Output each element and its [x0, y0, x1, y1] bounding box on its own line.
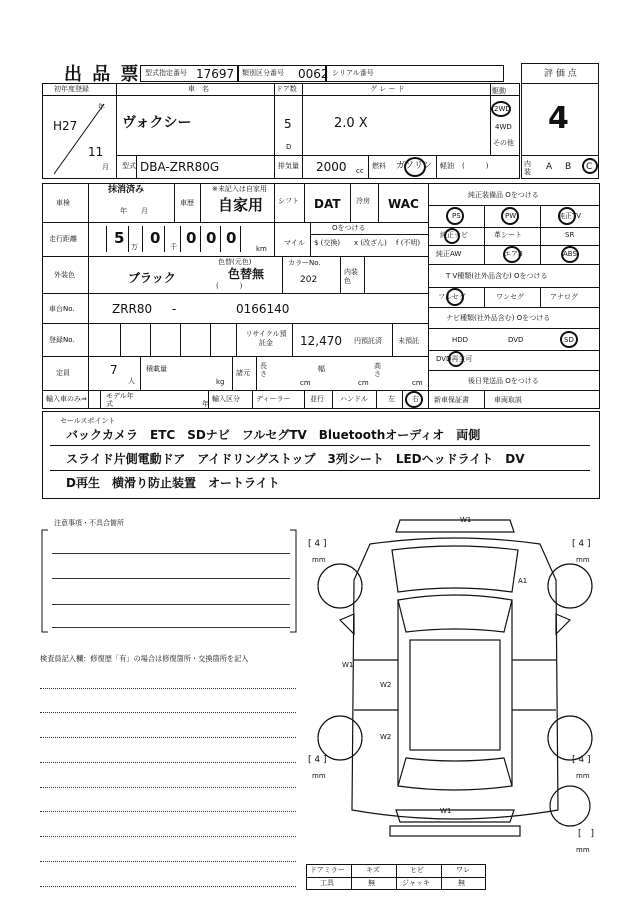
drive-other: その他 — [493, 139, 514, 147]
handle-left: 左 — [388, 395, 395, 403]
history-value: 自家用 — [218, 196, 264, 214]
km-unit: km — [256, 245, 267, 253]
reg-no-label: 登録No. — [49, 336, 75, 344]
equip-sr: SR — [565, 231, 575, 239]
sales-line-1: バックカメラ ETC SDナビ フルセグTV Bluetoothオーディオ 両側 — [66, 428, 481, 442]
fuel-gasoline: ガソリン — [396, 161, 433, 171]
footer-break: ワレ — [456, 866, 470, 874]
navi-sd: SD — [564, 336, 574, 344]
dvd-play: DVD再生可 — [436, 355, 473, 363]
tire-fr-bracket: [ 4 ] — [572, 539, 591, 549]
mileage-digit-5: 0 — [226, 229, 237, 247]
import-parallel: 並行 — [310, 395, 324, 403]
mark-w1-front: W1 — [460, 516, 472, 524]
shift-label: シフト — [278, 197, 299, 205]
drive-2wd: 2WD — [494, 105, 511, 113]
capacity-label: 定員 — [56, 369, 70, 377]
door-count: 5 — [284, 117, 292, 131]
inspection-value: 抹消済み — [108, 185, 145, 195]
repaint-value: 色替無 — [228, 267, 265, 281]
sales-line-2: スライド片側電動ドア アイドリングストップ 3列シート LEDヘッドライト DV — [66, 452, 525, 466]
sheet-title: 出 品 票 — [64, 64, 141, 85]
tire-rr-bracket: [ 4 ] — [572, 755, 591, 765]
person-unit: 人 — [128, 377, 135, 385]
fuel-label: 燃料 — [372, 162, 386, 170]
handle-right: 右 — [412, 395, 419, 403]
class-number: 0062 — [298, 67, 329, 81]
inspector-label: 検査員記入欄：修復歴「有」の場合は修復箇所・交換箇所を記入 — [40, 654, 249, 663]
tire-rr-unit: mm — [576, 772, 590, 780]
color-no-value: 202 — [300, 275, 318, 285]
serial-label: シリアル番号 — [332, 69, 374, 77]
tv-fullseg: フルセグ — [438, 293, 466, 301]
repaint-paren: ( ) — [216, 282, 243, 290]
mark-note: Oをつける — [332, 224, 366, 232]
dvd-play-circle — [448, 351, 464, 367]
recycle-amount: 12,470 — [300, 334, 342, 348]
model-label: 型式 — [122, 162, 136, 170]
tire-fl-unit: mm — [312, 556, 326, 564]
equip-ps-circle — [446, 207, 464, 225]
mileage-digit-2: 0 — [150, 229, 161, 247]
car-damage-diagram — [300, 510, 610, 860]
mark-w2-lower: W2 — [380, 733, 392, 741]
import-type-label: 輸入区分 — [212, 395, 240, 403]
first-reg-month: 11 — [88, 145, 104, 159]
score-label: 評 価 点 — [544, 69, 577, 79]
name-label: 車 名 — [188, 85, 209, 93]
class-label: 類別区分番号 — [242, 69, 284, 77]
model-year-unit: 年 — [202, 400, 209, 408]
chassis-dash: - — [172, 302, 177, 316]
footer-jack-value: 無 — [458, 879, 465, 887]
model-value: DBA-ZRR80G — [140, 160, 220, 174]
tire-rl-bracket: [ 4 ] — [308, 755, 327, 765]
color-no-label: カラーNo. — [288, 259, 321, 267]
ac-label: 冷房 — [356, 197, 370, 205]
interior-c-circle — [582, 158, 598, 174]
footer-crack: ヒビ — [410, 866, 424, 874]
equip-airbag-circle — [503, 246, 521, 263]
inspection-ym: 年 月 — [120, 207, 148, 215]
drive-label: 駆動 — [492, 87, 506, 95]
equip-tv: 純正TV — [558, 212, 582, 220]
mile-label: マイル — [284, 239, 305, 247]
type-cert-number: 17697 — [196, 67, 235, 81]
sen-unit: 千 — [170, 243, 177, 251]
recycle-unpaid: 未預託 — [398, 337, 419, 345]
equip-ps: PS — [452, 212, 461, 220]
later-title: 後日発送品 Oをつける — [468, 377, 539, 385]
import-dealer: ディーラー — [256, 395, 291, 403]
recycle-label: リサイクル預託金 — [245, 330, 287, 347]
dimensions-label: 諸元 — [236, 369, 250, 377]
tv-fullseg-circle — [446, 288, 464, 306]
history-label: 車歴 — [180, 199, 194, 207]
interior-c: C — [586, 162, 593, 172]
history-note: ※未記入は自家用 — [212, 185, 267, 193]
tire-fr-unit: mm — [576, 556, 590, 564]
mileage-altered: x (改ざん) — [354, 239, 387, 247]
chassis-number: 0166140 — [236, 302, 290, 316]
length-label: 長さ — [260, 362, 267, 378]
displacement-value: 2000 — [316, 160, 347, 174]
footer-scratch: キズ — [366, 866, 380, 874]
caution-label: 注意事項・不具合箇所 — [54, 519, 124, 527]
load-label: 積載量 — [146, 365, 167, 373]
capacity-value: 7 — [110, 363, 118, 377]
type-cert-label: 型式指定番号 — [145, 69, 187, 77]
footer-tools-value: 無 — [368, 879, 375, 887]
navi-title: ナビ種類(社外品含む) Oをつける — [446, 314, 551, 322]
kg-unit: kg — [216, 378, 225, 386]
mark-w1-side: W1 — [342, 661, 354, 669]
handle-label: ハンドル — [340, 395, 368, 403]
ac-value: WAC — [388, 197, 419, 211]
height-label: 高さ — [374, 362, 381, 378]
cc-unit: cc — [356, 167, 364, 175]
mark-a1: A1 — [518, 577, 528, 585]
int-color-label: 内装色 — [344, 268, 358, 285]
later-manual: 車両取説 — [494, 396, 522, 404]
length-unit: cm — [300, 379, 311, 387]
interior-b: B — [565, 162, 572, 172]
drive-4wd: 4WD — [495, 123, 512, 131]
color-value: ブラック — [128, 271, 176, 285]
spare-bracket: [ ] — [578, 829, 595, 839]
interior-a: A — [546, 162, 553, 172]
navi-sd-circle — [560, 331, 578, 348]
inspection-label: 車検 — [56, 199, 70, 207]
navi-hdd: HDD — [452, 336, 469, 344]
chassis-label: 車台No. — [49, 305, 75, 313]
drive-2wd-circle — [491, 101, 511, 117]
tv-oneseg: ワンセグ — [496, 293, 524, 301]
tv-title: T V種類(社外品含む) Oをつける — [446, 272, 548, 280]
fuel-other: ( ) — [462, 162, 489, 170]
footer-tools: 工具 — [320, 879, 334, 887]
grade-value: 2.0 X — [334, 116, 368, 131]
fuel-diesel: 軽油 — [440, 162, 454, 170]
mileage-digit-1: 5 — [114, 229, 125, 247]
height-unit: cm — [412, 379, 423, 387]
shift-value: DAT — [314, 197, 341, 211]
mileage-label: 走行距離 — [49, 235, 77, 243]
mileage-digit-4: 0 — [206, 229, 217, 247]
door-suffix: D — [286, 143, 292, 151]
model-year-label: モデル年式 — [106, 392, 134, 408]
man-unit: 万 — [131, 243, 138, 251]
equip-navi: 純正ナビ — [440, 231, 468, 239]
equip-pw: PW — [505, 212, 517, 220]
interior-label: 内装 — [524, 160, 531, 176]
footer-jack: ジャッキ — [402, 879, 430, 887]
import-label: 輸入車のみ⇒ — [46, 395, 87, 403]
mark-w1-rear: W1 — [440, 807, 452, 815]
equipment-title: 純正装備品 Oをつける — [468, 191, 539, 199]
sales-line-3: D再生 横滑り防止装置 オートライト — [66, 476, 280, 490]
equip-abs: ABS — [563, 250, 577, 258]
equip-leather: 革シート — [494, 231, 522, 239]
tv-analog: アナログ — [550, 293, 578, 301]
equip-airbag: エアB — [504, 250, 523, 258]
spare-unit: mm — [576, 846, 590, 854]
doors-label: ドア数 — [276, 85, 297, 93]
equip-abs-circle — [561, 246, 579, 263]
footer-mirror: ドアミラー — [310, 866, 345, 874]
tire-fl-bracket: [ 4 ] — [308, 539, 327, 549]
year-label: 年 — [98, 103, 105, 111]
tire-rl-unit: mm — [312, 772, 326, 780]
caution-bracket — [40, 526, 300, 636]
equip-aw: 純正AW — [436, 250, 462, 258]
navi-dvd: DVD — [508, 336, 524, 344]
later-warranty: 新車保証書 — [434, 396, 469, 404]
mileage-unknown: f (不明) — [396, 239, 421, 247]
month-label: 月 — [102, 163, 109, 171]
first-reg-year: H27 — [53, 119, 78, 133]
color-label: 外装色 — [54, 271, 75, 279]
mileage-digit-3: 0 — [186, 229, 197, 247]
mark-w2-upper: W2 — [380, 681, 392, 689]
sales-label: セールスポイント — [60, 417, 116, 425]
fuel-gasoline-circle — [404, 157, 426, 177]
grade-label: グ レ ー ド — [370, 85, 405, 93]
equip-tv-circle — [558, 207, 576, 225]
handle-right-circle — [405, 391, 423, 408]
mileage-exchanged: $ (交換) — [314, 239, 341, 247]
width-unit: cm — [358, 379, 369, 387]
car-name: ヴォクシー — [122, 115, 192, 131]
recycle-paid: 円預託済 — [354, 337, 382, 345]
first-reg-label: 初年度登録 — [54, 85, 89, 93]
equip-pw-circle — [501, 207, 519, 225]
equip-navi-circle — [444, 228, 460, 244]
displacement-label: 排気量 — [278, 162, 299, 170]
width-label: 幅 — [318, 365, 325, 373]
repaint-label: 色替(元色) — [218, 258, 252, 266]
evaluation-score: 4 — [548, 101, 569, 136]
chassis-prefix: ZRR80 — [112, 302, 153, 316]
